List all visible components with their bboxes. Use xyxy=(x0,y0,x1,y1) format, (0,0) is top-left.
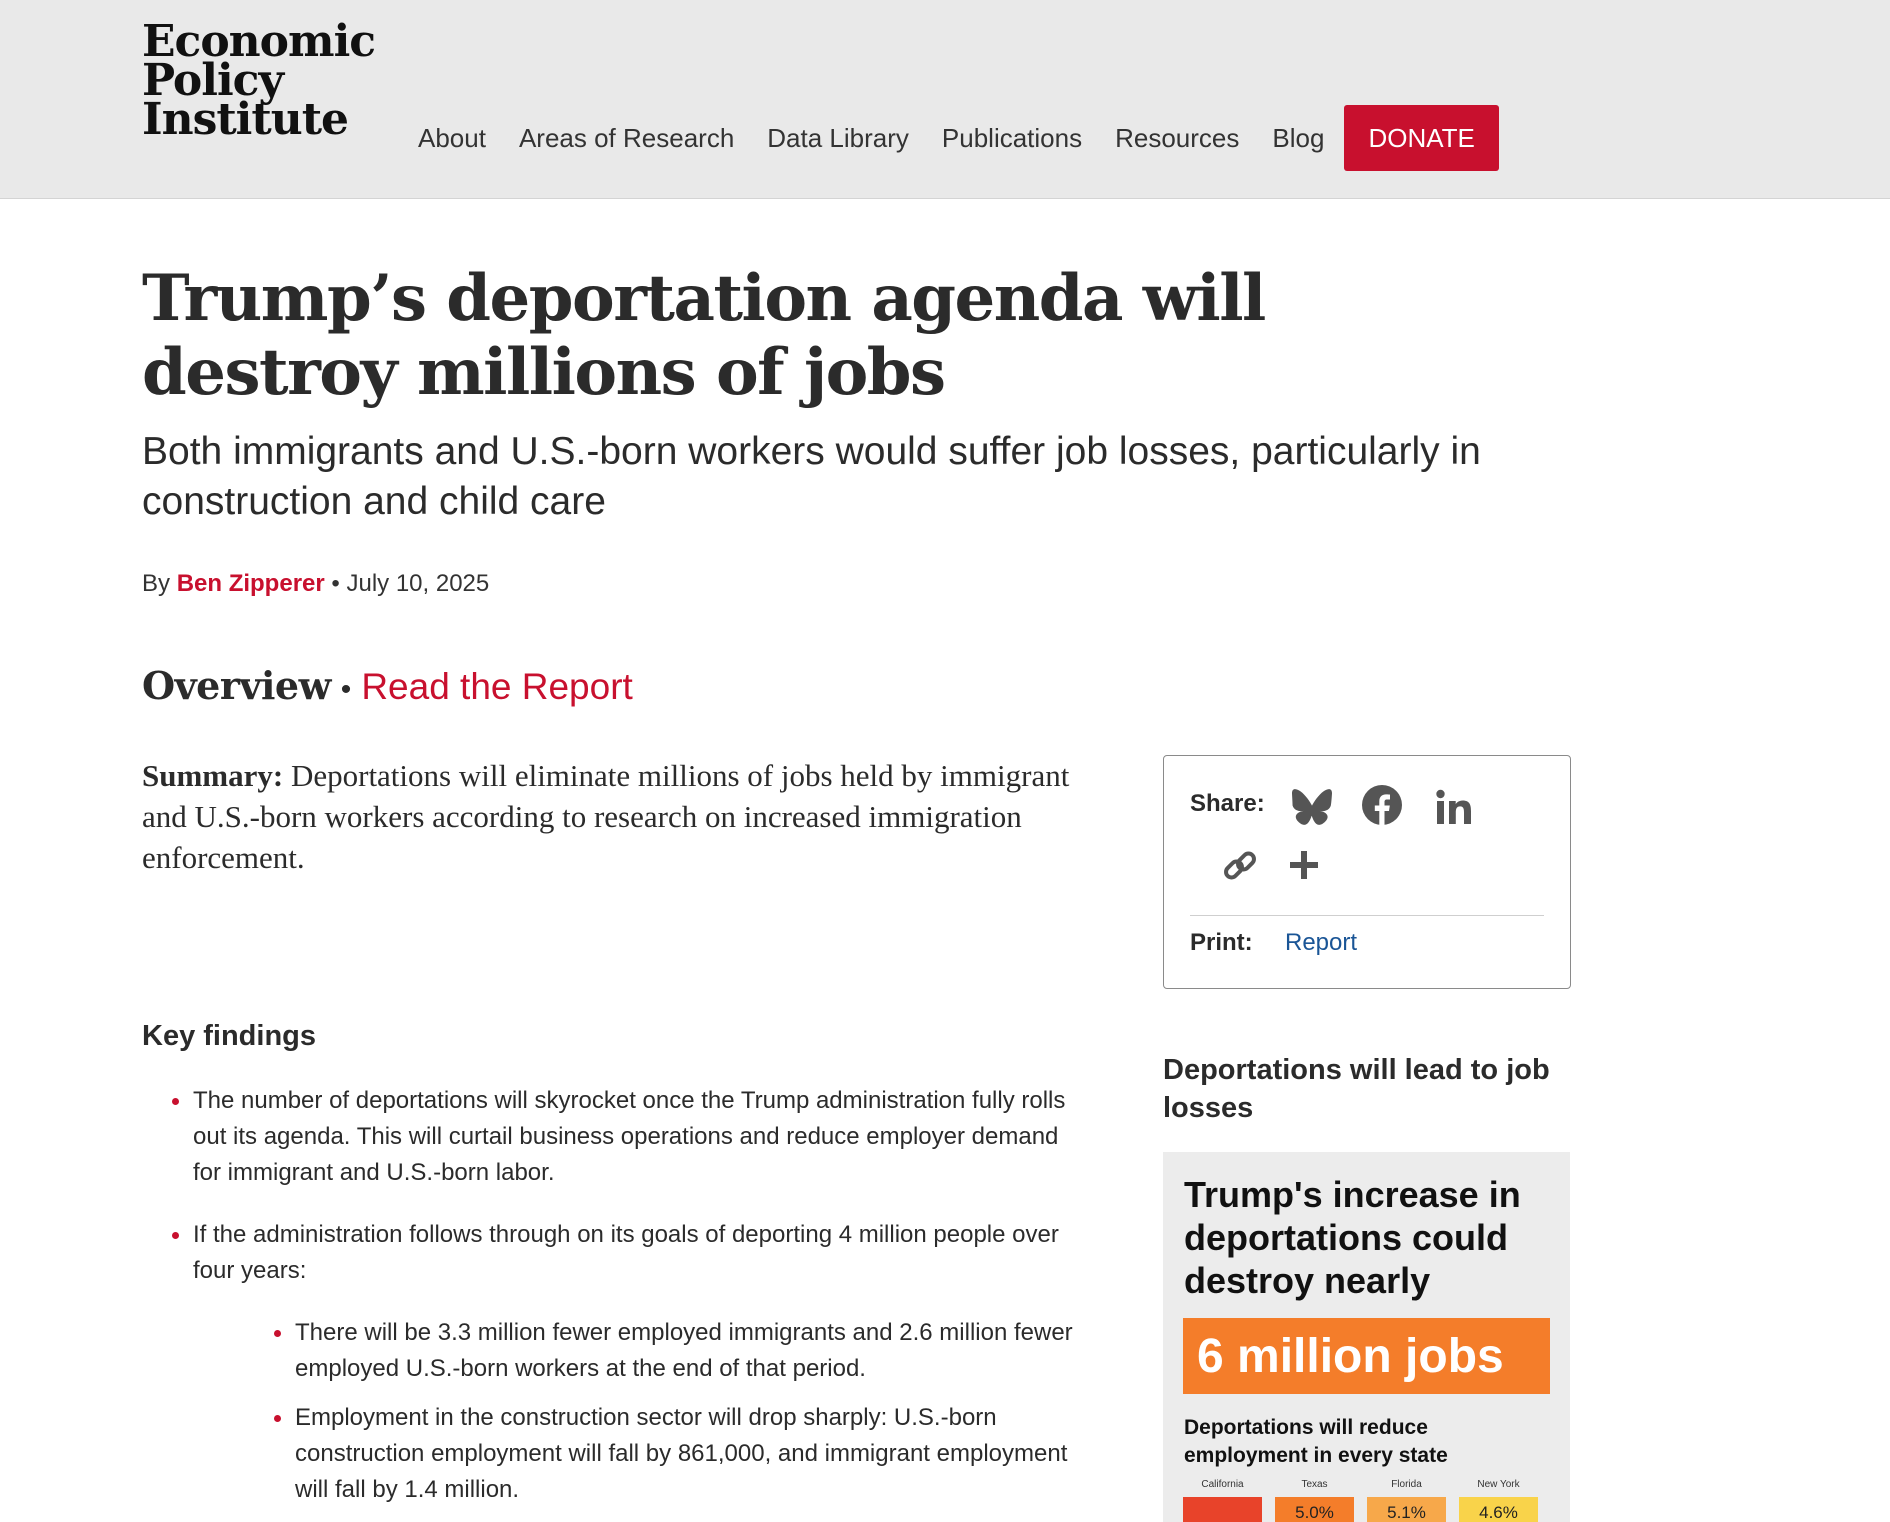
byline-separator: • xyxy=(331,570,340,597)
byline xyxy=(142,570,489,598)
nav-data-library[interactable]: Data Library xyxy=(767,122,909,153)
figure-title: Deportations will lead to job losses xyxy=(1163,1054,1550,1124)
plus-icon[interactable] xyxy=(1282,843,1326,887)
finding-text: The number of deportations will skyrocket once the Trump administration fully rolls out its agenda. This will curtail business operations and reduce employer demand for immigrant and U.S.-born labor. xyxy=(193,1087,1066,1186)
article-subtitle: Both immigrants and U.S.-born workers would suffer job losses, particularly in construction and child care xyxy=(142,430,1481,523)
state-name: California xyxy=(1201,1479,1244,1490)
infographic-subhead: Deportations will reduce employment in every state xyxy=(1184,1416,1448,1467)
list-item xyxy=(142,1400,1092,1508)
bullet-icon xyxy=(172,1232,179,1239)
bullet-icon xyxy=(274,1415,281,1422)
summary-label: Summary: xyxy=(142,758,284,793)
key-findings-list xyxy=(142,1083,1092,1521)
subfinding-text: Employment in the construction sector will drop sharply: U.S.-born construction employment will fall by 861,000, and immigrant employment will fall by 1.4 million. xyxy=(295,1404,1068,1503)
subfinding-text: There will be 3.3 million fewer employed immigrants and 2.6 million fewer employed U.S.-born workers at the end of that period. xyxy=(295,1319,1073,1382)
print-report-link[interactable]: Report xyxy=(1285,929,1358,956)
summary-text: Deportations will eliminate millions of jobs held by immigrant and U.S.-born workers according to research on increased immigration enforcement. xyxy=(142,758,1070,875)
finding-text: If the administration follows through on its goals of deporting 4 million people over four years: xyxy=(193,1221,1059,1284)
state-name: New York xyxy=(1477,1479,1520,1490)
article-title: Trump’s deportation agenda will destroy millions of jobs xyxy=(142,261,1265,410)
share-divider xyxy=(1190,915,1544,916)
share-label: Share: xyxy=(1190,790,1265,817)
nav-publications[interactable]: Publications xyxy=(941,122,1083,153)
state-value-box xyxy=(1183,1497,1262,1522)
byline-prefix: By xyxy=(142,570,171,597)
state-name: Florida xyxy=(1391,1479,1422,1490)
infographic-banner: 6 million jobs xyxy=(1183,1318,1550,1394)
nav-resources[interactable]: Resources xyxy=(1115,122,1240,153)
donate-button[interactable]: DONATE xyxy=(1344,105,1498,171)
nav-areas-of-research[interactable]: Areas of Research xyxy=(518,122,735,153)
nav-about[interactable]: About xyxy=(418,122,486,153)
author-link[interactable]: Ben Zipperer xyxy=(176,570,325,597)
list-item xyxy=(142,1315,1092,1387)
nav-blog[interactable]: Blog xyxy=(1272,122,1325,153)
epi-logo[interactable] xyxy=(142,16,376,145)
main-nav xyxy=(418,105,1499,171)
bullet-icon xyxy=(274,1330,281,1337)
state-value-box: 5.0% xyxy=(1275,1497,1354,1522)
linkedin-icon[interactable] xyxy=(1432,785,1476,829)
tab-separator: • xyxy=(340,673,352,706)
site-header xyxy=(0,0,1890,199)
logo-line-2: Policy xyxy=(142,55,284,106)
infographic[interactable] xyxy=(1163,1152,1570,1522)
logo-line-1: Economic xyxy=(142,16,376,67)
state-tile-florida xyxy=(1367,1478,1446,1522)
bluesky-icon[interactable] xyxy=(1290,785,1334,829)
key-findings-title: Key findings xyxy=(142,1020,317,1052)
state-name: Texas xyxy=(1301,1479,1328,1490)
state-tile-new-york xyxy=(1459,1478,1538,1522)
logo-line-3: Institute xyxy=(142,94,349,145)
sub-findings-list xyxy=(142,1315,1092,1508)
tab-read-the-report[interactable]: Read the Report xyxy=(361,666,633,707)
link-icon[interactable] xyxy=(1218,844,1262,888)
bullet-icon xyxy=(172,1098,179,1105)
state-value-box: 4.6% xyxy=(1459,1497,1538,1522)
share-box xyxy=(1163,755,1571,989)
infographic-headline: Trump's increase in deportations could destroy nearly xyxy=(1184,1174,1521,1301)
article-tabs xyxy=(142,663,633,708)
state-tile-california xyxy=(1183,1478,1262,1522)
state-value-box: 5.1% xyxy=(1367,1497,1446,1522)
summary xyxy=(142,755,1082,878)
publish-date: July 10, 2025 xyxy=(346,570,490,597)
list-item xyxy=(142,1217,1092,1289)
list-item xyxy=(142,1083,1092,1191)
tab-overview[interactable]: Overview xyxy=(142,663,331,708)
state-tile-texas xyxy=(1275,1478,1354,1522)
facebook-icon[interactable] xyxy=(1360,783,1404,827)
print-label: Print: xyxy=(1190,929,1253,956)
